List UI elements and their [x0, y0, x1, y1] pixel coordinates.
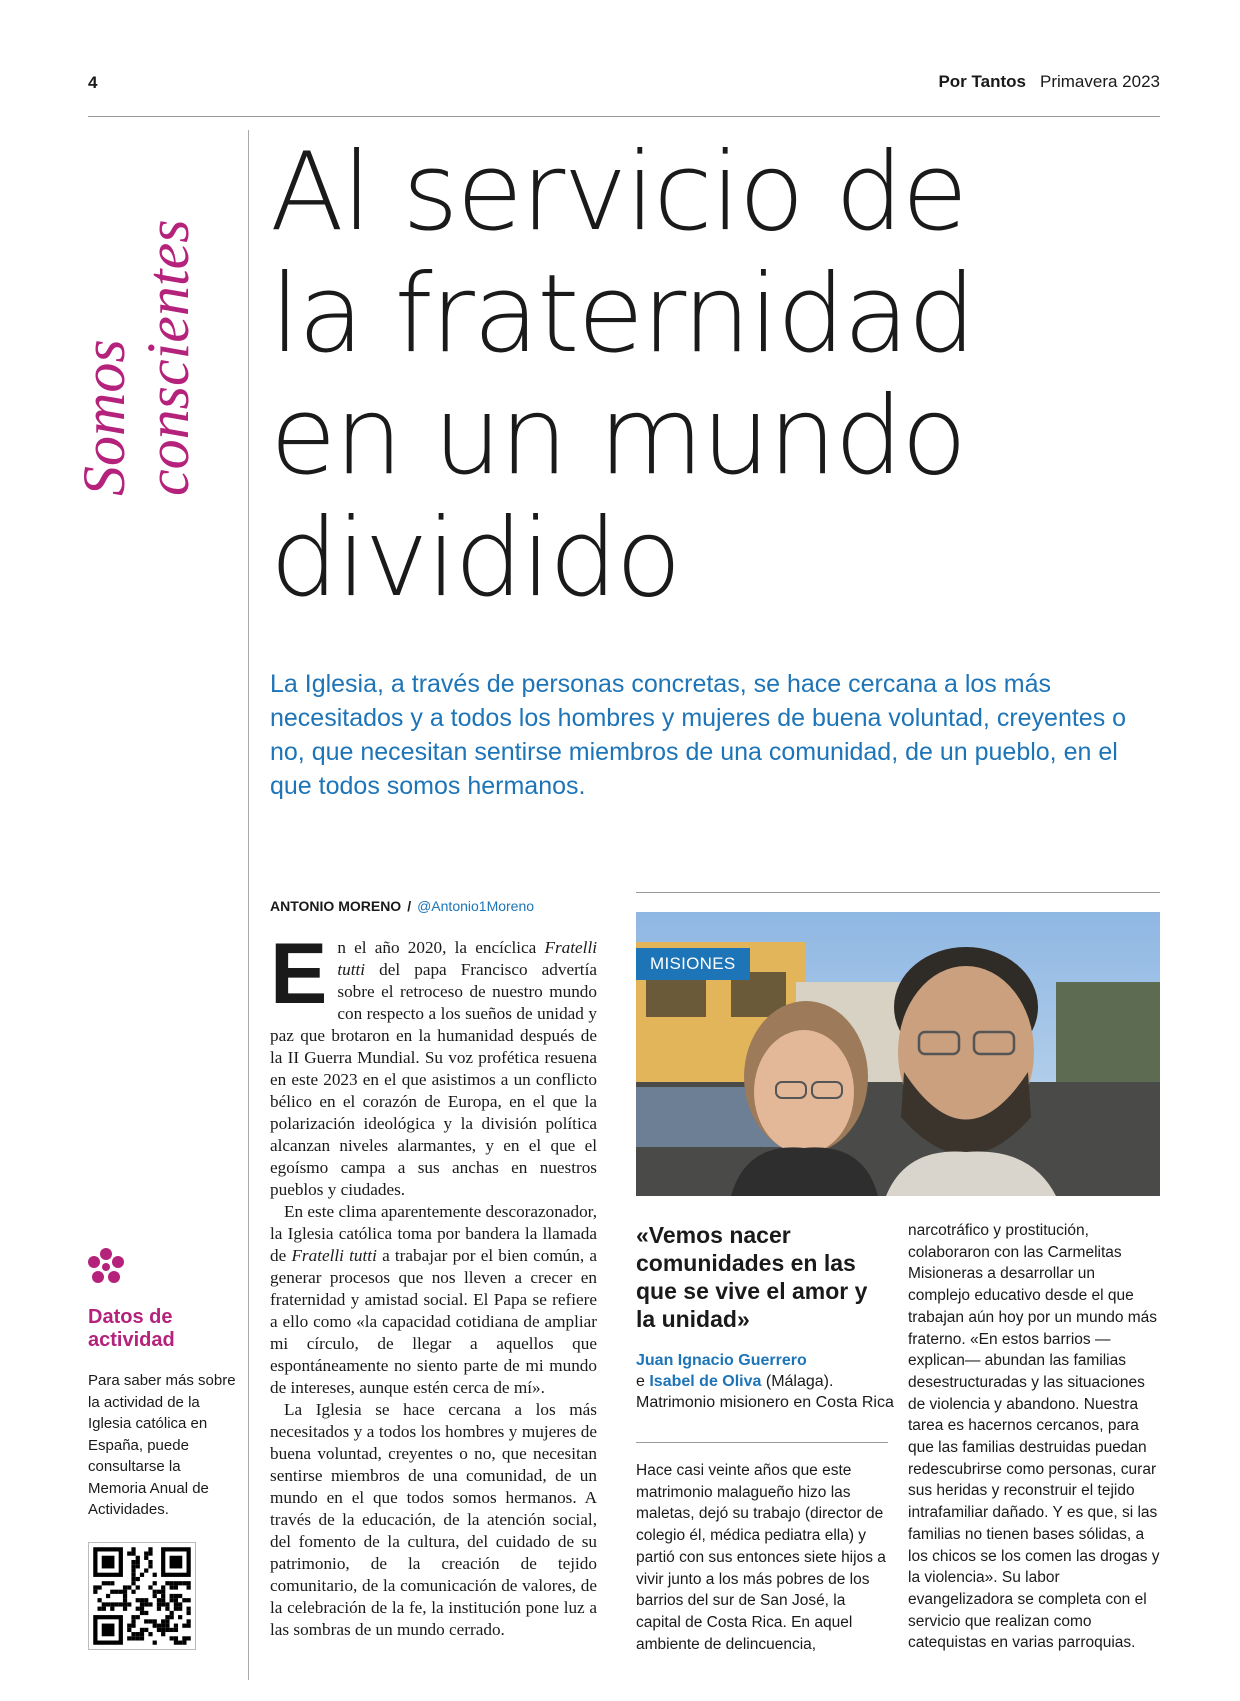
body-text: del papa Francisco advertía sobre el retroceso de nuestro mundo con respecto a los sueños de unidad y paz que brotaron en la humanidad después de la II Guerra Mundial. Su voz profética resuena en este 2023 en el que asistimos a un conflicto bélico en el corazón de Europa, en el que la polarización ideológica y la división política alcanzan niveles alarmantes, y en el que el egoísmo campa a sus anchas en nuestros pueblos y ciudades. — [270, 960, 597, 1199]
article-body — [270, 926, 597, 1641]
deck: La Iglesia, a través de personas concretas, se hace cercana a los más necesitados y a todos los hombres y mujeres de buena voluntad, creyentes o no, que necesitan sentirse miembros de una comunidad, de un pueblo, en el que todos somos hermanos. — [270, 670, 1127, 800]
body-text: En este clima aparentemente descorazonador, la Iglesia católica toma por bandera la llamada de — [270, 1202, 597, 1265]
sidebar-text-part: Para saber más sobre la actividad de la Iglesia católica en España, puede consultarse la — [88, 1372, 236, 1475]
interviewee-role: Matrimonio misionero en Costa Rica — [636, 1394, 894, 1411]
interviewee-credits — [636, 1350, 896, 1413]
body-paragraph-3: La Iglesia se hace cercana a los más necesitados y a todos los hombres y mujeres de buena voluntad, creyentes o no, que necesitan sentirse miembros de una comunidad, de un mundo en el que todos somos hermanos. A través de la educación, de la atención social, del fomento de la cultura, del cuidado de su patrimonio, de la creación de tejido comunitario, de la comunicación de valores, de la celebración de la fe, la institución pone luz a las sombras de un mundo cerrado. — [270, 1400, 597, 1639]
body-text: n el año 2020, la encíclica — [337, 938, 545, 957]
byline — [270, 898, 534, 914]
encyclical-title: Fratelli tutti — [337, 938, 597, 979]
section-label — [72, 136, 222, 496]
headline-line3: en un mundo — [270, 374, 966, 499]
qr-code-pattern — [89, 1543, 195, 1649]
sidebar-title: Datos de actividad — [88, 1306, 175, 1351]
memoria-anual-link[interactable]: Memoria Anual de Actividades — [88, 1479, 209, 1518]
publication-name: Por Tantos — [938, 72, 1026, 91]
headline-line2: la fraternidad — [270, 252, 975, 377]
section-label-line2: conscientes — [135, 219, 201, 496]
photo-rule — [636, 892, 1160, 893]
section-label-line1: Somos — [71, 339, 137, 496]
edition: Primavera 2023 — [1039, 72, 1160, 91]
interview-text-column-1: Hace casi veinte años que este matrimonio malagueño hizo las maletas, dejó su trabajo (director de colegio él, médica pediatra ella) y partió con sus entonces siete hijos a vivir junto a los más pobres de los barrios del sur de San José, la capital de Costa Rica. En aquel ambiente de delincuencia, — [636, 1462, 886, 1653]
asterisk-flower-icon-shape — [86, 1247, 126, 1287]
pull-quote: «Vemos nacer comunidades en las que se vive el amor y la unidad» — [636, 1222, 868, 1332]
byline-separator: / — [407, 898, 412, 914]
asterisk-flower-icon — [86, 1245, 126, 1295]
body-text: a trabajar por el bien común, a generar procesos que nos lleven a crecer en fraternidad y amistad social. El Papa se refiere a ello como «la capacidad cotidiana de ampliar mi círculo, de llegar a aquellos que espontáneamente no siento parte de mi mundo de intereses, aunque estén cerca de mí». — [270, 1246, 597, 1397]
body-paragraph-1 — [270, 926, 597, 1201]
running-header — [938, 72, 1160, 92]
sidebar-text — [88, 1370, 238, 1521]
header-rule — [88, 116, 1160, 117]
drop-cap: E — [270, 926, 328, 1022]
body-paragraph-2 — [270, 1201, 597, 1399]
interview-separator — [636, 1442, 888, 1443]
encyclical-title: Fratelli tutti — [291, 1246, 377, 1265]
section-tag: MISIONES — [636, 948, 750, 980]
headline-line1: Al servicio de — [270, 130, 967, 255]
headline — [270, 132, 1150, 620]
qr-code[interactable] — [88, 1542, 196, 1650]
interview-text-column-2: narcotráfico y prostitución, colaboraron con las Carmelitas Misioneras a desarrollar un complejo educativo desde el que trabajan aún hoy por un mundo más fraterno. «En estos barrios —explican— abundan las familias desestructuradas y las situaciones de violencia y abandono. Nuestra tarea es hacernos cercanos, para que las familias destruidas puedan redescubrirse como personas, curar sus heridas y reconstruir el tejido intrafamiliar dañado. Y es que, si las familias no tienen bases sólidas, a los chicos se los comen las drogas y la violencia». Su labor evangelizadora se completa con el servicio que realizan como catequistas en varias parroquias. — [908, 1222, 1160, 1652]
conjunction: e — [636, 1373, 645, 1390]
interviewee-name-1: Juan Ignacio Guerrero — [636, 1352, 807, 1369]
interviewee-name-2: Isabel de Oliva — [649, 1373, 762, 1390]
author-name: ANTONIO MORENO — [270, 898, 402, 914]
headline-line4: dividido — [270, 496, 680, 621]
column-rule — [248, 130, 249, 1680]
sidebar-text-part: . — [164, 1501, 169, 1518]
author-handle-link[interactable]: @Antonio1Moreno — [417, 898, 535, 914]
interviewee-place: (Málaga). — [765, 1373, 834, 1390]
page-number: 4 — [88, 73, 98, 92]
